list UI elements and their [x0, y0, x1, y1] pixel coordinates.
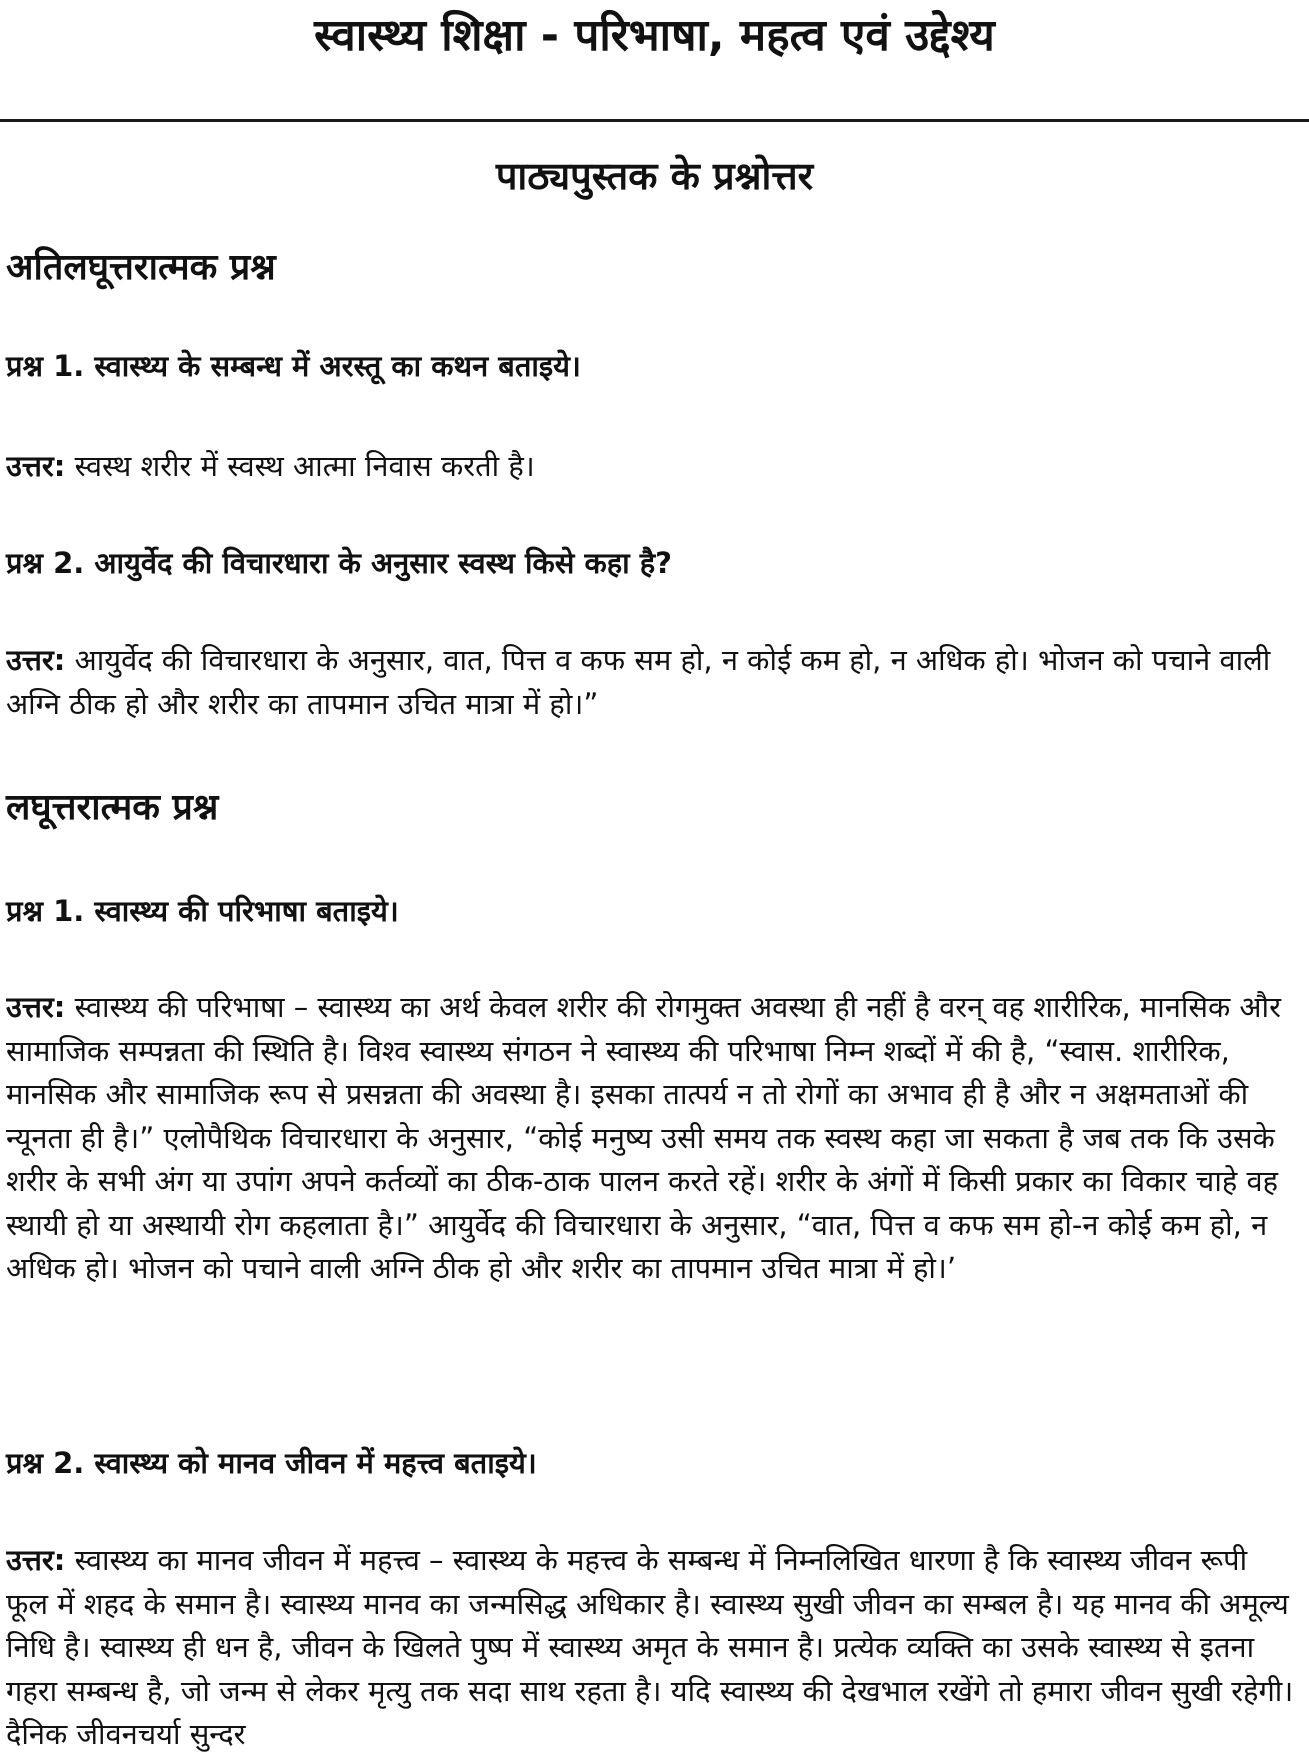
question-2-short: प्रश्न 2. स्वास्थ्य को मानव जीवन में महत्त्व बताइये।	[6, 1446, 537, 1480]
answer-text: स्वास्थ्य का मानव जीवन में महत्त्व – स्वास्थ्य के महत्त्व के सम्बन्ध में निम्नलिखित धारणा है कि स्वास्थ्य जीवन रूपी फूल में शहद के समान है। स्वास्थ्य मानव का जन्मसिद्ध अधिकार है। स्वास्थ्य सुखी जीवन का सम्बल है। यह मानव की अमूल्य निधि है। स्वास्थ्य ही धन है, जीवन के खिलते पुष्प में स्वास्थ्य अमृत के समान है। प्रत्येक व्यक्ति का उसके स्वास्थ्य से इतना गहरा सम्बन्ध है, जो जन्म से लेकर मृत्यु तक सदा साथ रहता है। यदि स्वास्थ्य की देखभाल रखेंगे तो हमारा जीवन सुखी रहेगी। दैनिक जीवनचर्या सुन्दर	[6, 1543, 1294, 1751]
answer-label: उत्तर:	[6, 643, 66, 677]
answer-2-short	[6, 1539, 1296, 1761]
answer-label: उत्तर:	[6, 449, 66, 483]
section-heading-very-short: अतिलघूत्तरात्मक प्रश्न	[6, 247, 276, 288]
question-2-very-short: प्रश्न 2. आयुर्वेद की विचारधारा के अनुसार स्वस्थ किसे कहा है?	[6, 546, 672, 580]
answer-text: स्वास्थ्य की परिभाषा – स्वास्थ्य का अर्थ केवल शरीर की रोगमुक्त अवस्था ही नहीं है वरन् वह शारीरिक, मानसिक और सामाजिक सम्पन्नता की स्थिति है। विश्व स्वास्थ्य संगठन ने स्वास्थ्य की परिभाषा निम्न शब्दों में की है, “स्वास. शारीरिक, मानसिक और सामाजिक रूप से प्रसन्नता की अवस्था है। इसका तात्पर्य न तो रोगों का अभाव ही है और न अक्षमताओं की न्यूनता ही है।” एलोपैथिक विचारधारा के अनुसार, “कोई मनुष्य उसी समय तक स्वस्थ कहा जा सकता है जब तक कि उसके शरीर के सभी अंग या उपांग अपने कर्तव्यों का ठीक-ठाक पालन करते रहें। शरीर के अंगों में किसी प्रकार का विकार चाहे वह स्थायी हो या अस्थायी रोग कहलाता है।” आयुर्वेद की विचारधारा के अनुसार, “वात, पित्त व कफ सम हो-न कोई कम हो, न अधिक हो। भोजन को पचाने वाली अग्नि ठीक हो और शरीर का तापमान उचित मात्रा में हो।’	[6, 990, 1281, 1285]
question-1-short: प्रश्न 1. स्वास्थ्य की परिभाषा बताइये।	[6, 894, 399, 928]
title-divider	[0, 119, 1309, 122]
answer-1-very-short	[6, 445, 1296, 489]
question-1-very-short: प्रश्न 1. स्वास्थ्य के सम्बन्ध में अरस्तू का कथन बताइये।	[6, 349, 581, 383]
answer-label: उत्तर:	[6, 1543, 66, 1577]
page-title: स्वास्थ्य शिक्षा - परिभाषा, महत्व एवं उद्देश्य	[314, 10, 995, 61]
answer-2-very-short	[6, 639, 1296, 727]
answer-text: स्वस्थ शरीर में स्वस्थ आत्मा निवास करती है।	[74, 449, 535, 483]
answer-1-short	[6, 986, 1296, 1378]
answer-label: उत्तर:	[6, 990, 66, 1024]
page-subtitle: पाठ्यपुस्तक के प्रश्नोत्तर	[495, 154, 814, 198]
answer-text: आयुर्वेद की विचारधारा के अनुसार, वात, पित्त व कफ सम हो, न कोई कम हो, न अधिक हो। भोजन को पचाने वाली अग्नि ठीक हो और शरीर का तापमान उचित मात्रा में हो।”	[6, 643, 1271, 721]
section-heading-short: लघूत्तरात्मक प्रश्न	[6, 787, 219, 828]
